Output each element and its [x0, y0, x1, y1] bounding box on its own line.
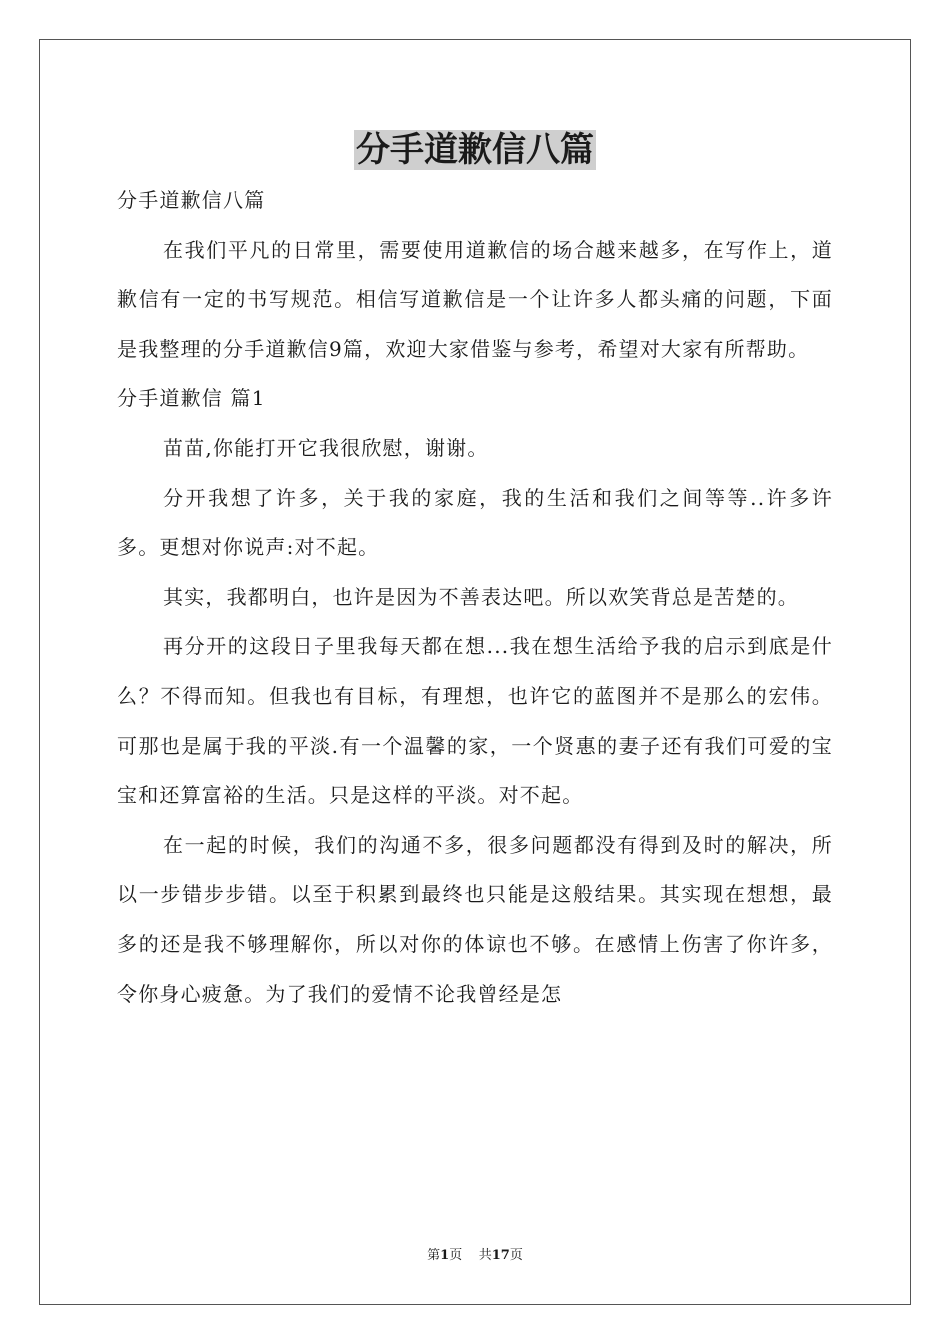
body-paragraph-1: 苗苗,你能打开它我很欣慰，谢谢。: [163, 435, 489, 460]
page-total: 共17页: [478, 1248, 523, 1263]
body-paragraph-5: 在一起的时候，我们的沟通不多，很多问题都没有得到及时的解决，所以一步错步步错。以至于积累到最终也只能是这般结果。其实现在想想，最多的还是我不够理解你，所以对你的体谅也不够。在感情上伤害了你许多，令你身心疲惫。为了我们的爱情不论我曾经是怎: [117, 832, 833, 1006]
document-body: [117, 176, 833, 1019]
body-paragraph-3: 其实，我都明白，也许是因为不善表达吧。所以欢笑背总是苦楚的。: [163, 584, 799, 609]
body-paragraph-2: 分开我想了许多，关于我的家庭，我的生活和我们之间等等..许多许多。更想对你说声:对不起。: [117, 485, 833, 560]
document-title-text: 分手道歉信八篇: [356, 130, 594, 170]
document-title: [0, 128, 950, 172]
document-subtitle: 分手道歉信八篇: [117, 188, 266, 212]
page-number: 第1页: [427, 1248, 463, 1263]
body-paragraph-4: 再分开的这段日子里我每天都在想...我在想生活给予我的启示到底是什么？不得而知。但我也有目标，有理想，也许它的蓝图并不是那么的宏伟。可那也是属于我的平淡.有一个温馨的家，一个贤惠的妻子还有我们可爱的宝宝和还算富裕的生活。只是这样的平淡。对不起。: [117, 634, 833, 808]
section-heading: 分手道歉信 篇1: [117, 386, 266, 411]
intro-paragraph: 在我们平凡的日常里，需要使用道歉信的场合越来越多，在写作上，道歉信有一定的书写规范。相信写道歉信是一个让许多人都头痛的问题，下面是我整理的分手道歉信9篇，欢迎大家借鉴与参考，希望对大家有所帮助。: [117, 237, 833, 361]
page-footer: [0, 1246, 950, 1266]
